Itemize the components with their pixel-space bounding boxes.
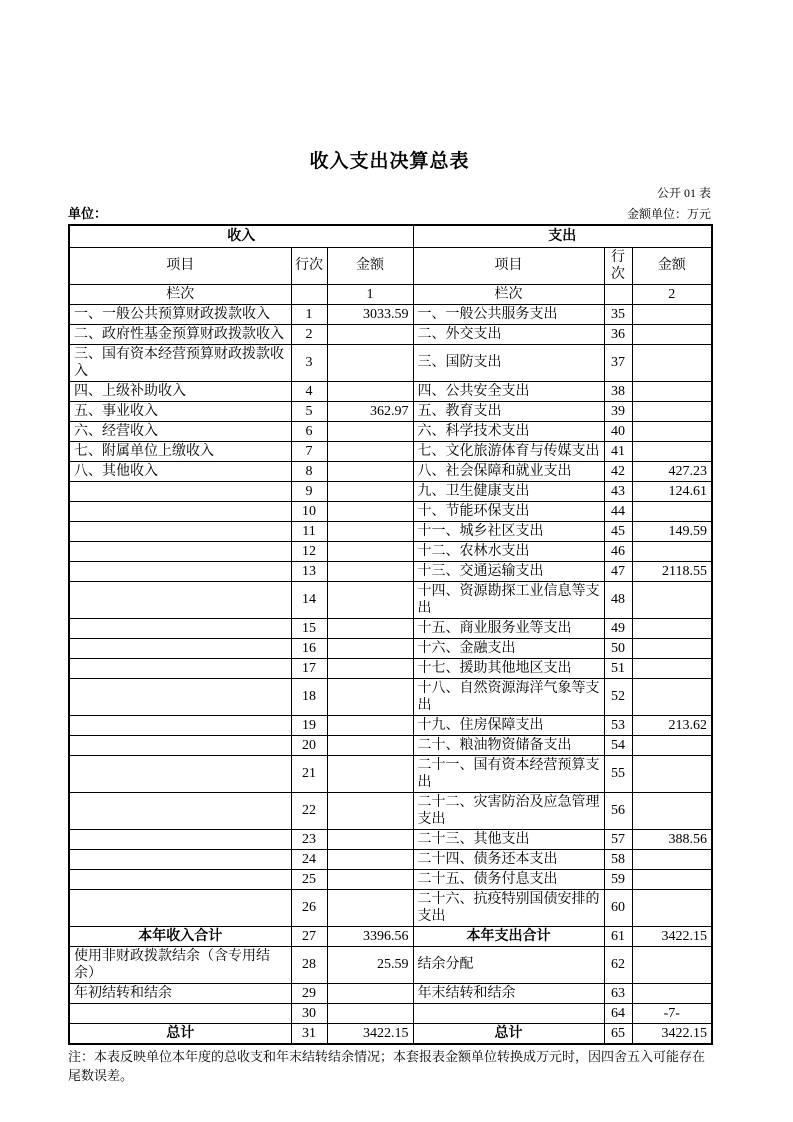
income-line-no: 28	[291, 946, 327, 983]
income-line-no: 23	[291, 829, 327, 849]
income-item: 六、经营收入	[69, 421, 291, 441]
expense-item: 五、教育支出	[413, 401, 604, 421]
expense-item: 九、卫生健康支出	[413, 481, 604, 501]
income-amount	[327, 618, 413, 638]
page-title: 收入支出决算总表	[309, 151, 470, 172]
expense-line-no: 63	[604, 983, 632, 1003]
income-line-no-header: 行次	[291, 247, 327, 284]
income-amount	[327, 521, 413, 541]
expense-item: 十、节能环保支出	[413, 501, 604, 521]
income-line-no: 11	[291, 521, 327, 541]
income-amount	[327, 829, 413, 849]
income-item: 二、政府性基金预算财政拨款收入	[69, 324, 291, 344]
expense-item: 本年支出合计	[413, 926, 604, 946]
table-row	[69, 926, 712, 946]
expense-item: 年末结转和结余	[413, 983, 604, 1003]
expense-amount	[632, 869, 712, 889]
table-row	[69, 1003, 712, 1023]
expense-line-no: 45	[604, 521, 632, 541]
income-line-no: 24	[291, 849, 327, 869]
income-amount	[327, 849, 413, 869]
table-row	[69, 735, 712, 755]
income-item	[69, 715, 291, 735]
unit-label: 单位：	[68, 206, 108, 221]
income-line-no: 27	[291, 926, 327, 946]
expense-line-no: 41	[604, 441, 632, 461]
expense-line-no: 59	[604, 869, 632, 889]
expense-line-no: 54	[604, 735, 632, 755]
income-amount	[327, 561, 413, 581]
expense-item: 十三、交通运输支出	[413, 561, 604, 581]
expense-amount	[632, 946, 712, 983]
income-item	[69, 755, 291, 792]
expense-item: 二十六、抗疫特别国债安排的支出	[413, 889, 604, 926]
table-row	[69, 829, 712, 849]
table-row	[69, 658, 712, 678]
blank-cell	[291, 284, 327, 304]
income-amount	[327, 869, 413, 889]
income-item: 年初结转和结余	[69, 983, 291, 1003]
income-amount	[327, 792, 413, 829]
table-row	[69, 869, 712, 889]
income-amount	[327, 735, 413, 755]
income-amount	[327, 381, 413, 401]
table-row	[69, 755, 712, 792]
income-item	[69, 889, 291, 926]
income-line-no: 8	[291, 461, 327, 481]
table-row	[69, 401, 712, 421]
expense-amount	[632, 735, 712, 755]
expense-amount	[632, 792, 712, 829]
expense-amount: 2118.55	[632, 561, 712, 581]
expense-amount: 3422.15	[632, 1023, 712, 1044]
income-line-no: 29	[291, 983, 327, 1003]
income-line-no: 4	[291, 381, 327, 401]
income-line-no: 25	[291, 869, 327, 889]
income-item	[69, 581, 291, 618]
expense-amount-header: 金额	[632, 247, 712, 284]
expense-amount	[632, 304, 712, 324]
income-line-no: 9	[291, 481, 327, 501]
expense-amount	[632, 849, 712, 869]
income-amount	[327, 541, 413, 561]
income-section-header: 收入	[69, 225, 413, 247]
income-item	[69, 1003, 291, 1023]
expense-line-no: 36	[604, 324, 632, 344]
table-row	[69, 792, 712, 829]
table-row	[69, 541, 712, 561]
income-amount	[327, 638, 413, 658]
expense-line-no: 65	[604, 1023, 632, 1044]
income-line-no: 15	[291, 618, 327, 638]
expense-line-no: 35	[604, 304, 632, 324]
income-line-no: 6	[291, 421, 327, 441]
expense-item: 十一、城乡社区支出	[413, 521, 604, 541]
expense-item: 四、公共安全支出	[413, 381, 604, 401]
income-item: 一、一般公共预算财政拨款收入	[69, 304, 291, 324]
expense-item: 总计	[413, 1023, 604, 1044]
expense-amount	[632, 344, 712, 381]
income-item	[69, 541, 291, 561]
expense-amount	[632, 381, 712, 401]
income-amount: 362.97	[327, 401, 413, 421]
income-column-label: 栏次	[69, 284, 291, 304]
expense-line-no: 39	[604, 401, 632, 421]
expense-line-no: 57	[604, 829, 632, 849]
table-row	[69, 461, 712, 481]
income-item	[69, 869, 291, 889]
table-row	[69, 421, 712, 441]
expense-column-label: 栏次	[413, 284, 604, 304]
income-amount	[327, 678, 413, 715]
income-amount: 3396.56	[327, 926, 413, 946]
summary-table	[68, 224, 713, 1045]
expense-amount: 388.56	[632, 829, 712, 849]
income-item-header: 项目	[69, 247, 291, 284]
table-row	[69, 946, 712, 983]
income-item: 四、上级补助收入	[69, 381, 291, 401]
expense-line-no: 43	[604, 481, 632, 501]
income-item	[69, 735, 291, 755]
expense-item: 十二、农林水支出	[413, 541, 604, 561]
amount-unit-label: 金额单位：万元	[626, 207, 711, 221]
income-item: 七、附属单位上缴收入	[69, 441, 291, 461]
income-item	[69, 658, 291, 678]
expense-amount: 149.59	[632, 521, 712, 541]
income-line-no: 13	[291, 561, 327, 581]
table-row	[69, 618, 712, 638]
expense-amount	[632, 581, 712, 618]
expense-line-no: 42	[604, 461, 632, 481]
table-row	[69, 381, 712, 401]
table-row	[69, 678, 712, 715]
expense-amount	[632, 421, 712, 441]
income-item: 八、其他收入	[69, 461, 291, 481]
income-item: 三、国有资本经营预算财政拨款收入	[69, 344, 291, 381]
expense-line-no: 40	[604, 421, 632, 441]
income-amount	[327, 889, 413, 926]
income-line-no: 26	[291, 889, 327, 926]
table-row	[69, 441, 712, 461]
expense-amount	[632, 401, 712, 421]
expense-line-no: 58	[604, 849, 632, 869]
income-item	[69, 521, 291, 541]
expense-amount	[632, 441, 712, 461]
table-body	[69, 304, 712, 1044]
expense-amount	[632, 755, 712, 792]
income-item	[69, 638, 291, 658]
income-line-no: 7	[291, 441, 327, 461]
column-header-row	[69, 247, 712, 284]
income-line-no: 21	[291, 755, 327, 792]
income-item	[69, 849, 291, 869]
expense-item: 二十一、国有资本经营预算支出	[413, 755, 604, 792]
income-amount	[327, 324, 413, 344]
income-item	[69, 792, 291, 829]
income-item: 总计	[69, 1023, 291, 1044]
expense-item: 十七、援助其他地区支出	[413, 658, 604, 678]
expense-item-header: 项目	[413, 247, 604, 284]
income-line-no: 18	[291, 678, 327, 715]
expense-item: 二十、粮油物资储备支出	[413, 735, 604, 755]
expense-amount: 427.23	[632, 461, 712, 481]
expense-line-no: 44	[604, 501, 632, 521]
table-row	[69, 715, 712, 735]
expense-item: 二十二、灾害防治及应急管理支出	[413, 792, 604, 829]
expense-line-no: 50	[604, 638, 632, 658]
income-amount	[327, 658, 413, 678]
expense-item: 十九、住房保障支出	[413, 715, 604, 735]
income-item: 五、事业收入	[69, 401, 291, 421]
income-item	[69, 501, 291, 521]
meta-row	[68, 203, 711, 222]
expense-item: 八、社会保障和就业支出	[413, 461, 604, 481]
expense-amount	[632, 638, 712, 658]
table-row	[69, 889, 712, 926]
expense-item: 一、一般公共服务支出	[413, 304, 604, 324]
section-header-row	[69, 225, 712, 247]
table-row	[69, 344, 712, 381]
income-amount	[327, 441, 413, 461]
income-line-no: 16	[291, 638, 327, 658]
expense-item: 七、文化旅游体育与传媒支出	[413, 441, 604, 461]
expense-item	[413, 1003, 604, 1023]
income-amount	[327, 715, 413, 735]
expense-amount	[632, 983, 712, 1003]
income-line-no: 20	[291, 735, 327, 755]
income-amount	[327, 1003, 413, 1023]
expense-amount: 124.61	[632, 481, 712, 501]
expense-item: 二十三、其他支出	[413, 829, 604, 849]
income-amount	[327, 461, 413, 481]
expense-item: 十四、资源勘探工业信息等支出	[413, 581, 604, 618]
income-line-no: 31	[291, 1023, 327, 1044]
income-item	[69, 618, 291, 638]
expense-item: 二、外交支出	[413, 324, 604, 344]
expense-line-no: 51	[604, 658, 632, 678]
expense-item: 二十四、债务还本支出	[413, 849, 604, 869]
expense-item: 十五、商业服务业等支出	[413, 618, 604, 638]
expense-amount: 213.62	[632, 715, 712, 735]
income-item	[69, 829, 291, 849]
income-line-no: 22	[291, 792, 327, 829]
table-row	[69, 1023, 712, 1044]
income-item	[69, 561, 291, 581]
expense-line-no: 52	[604, 678, 632, 715]
expense-line-no: 64	[604, 1003, 632, 1023]
income-amount	[327, 983, 413, 1003]
income-line-no: 14	[291, 581, 327, 618]
expense-line-no: 46	[604, 541, 632, 561]
expense-line-no: 60	[604, 889, 632, 926]
table-row	[69, 849, 712, 869]
income-amount	[327, 501, 413, 521]
expense-line-no: 37	[604, 344, 632, 381]
income-line-no: 5	[291, 401, 327, 421]
income-line-no: 10	[291, 501, 327, 521]
income-item	[69, 678, 291, 715]
expense-line-no: 61	[604, 926, 632, 946]
expense-item: 结余分配	[413, 946, 604, 983]
table-row	[69, 983, 712, 1003]
expense-item: 十八、自然资源海洋气象等支出	[413, 678, 604, 715]
expense-amount	[632, 618, 712, 638]
expense-line-no-header: 行次	[604, 247, 632, 284]
expense-line-no: 49	[604, 618, 632, 638]
expense-amount	[632, 324, 712, 344]
income-amount: 25.59	[327, 946, 413, 983]
income-amount-header: 金额	[327, 247, 413, 284]
table-row	[69, 521, 712, 541]
income-line-no: 1	[291, 304, 327, 324]
footnote: 注：本表反映单位本年度的总收支和年末结转结余情况；本套报表金额单位转换成万元时，因四舍五入可能存在尾数误差。	[68, 1048, 706, 1083]
table-row	[69, 501, 712, 521]
income-line-no: 30	[291, 1003, 327, 1023]
expense-item: 十六、金融支出	[413, 638, 604, 658]
expense-amount: 3422.15	[632, 926, 712, 946]
table-row	[69, 304, 712, 324]
income-item: 本年收入合计	[69, 926, 291, 946]
page-number: -7-	[632, 1003, 712, 1023]
income-line-no: 17	[291, 658, 327, 678]
expense-line-no: 47	[604, 561, 632, 581]
income-line-no: 2	[291, 324, 327, 344]
blank-cell	[604, 284, 632, 304]
expense-line-no: 62	[604, 946, 632, 983]
income-amount: 3422.15	[327, 1023, 413, 1044]
income-item	[69, 481, 291, 501]
income-column-no: 1	[327, 284, 413, 304]
doc-label: 公开 01 表	[656, 186, 711, 200]
income-line-no: 3	[291, 344, 327, 381]
expense-item: 六、科学技术支出	[413, 421, 604, 441]
table-row	[69, 481, 712, 501]
table-row	[69, 561, 712, 581]
income-line-no: 19	[291, 715, 327, 735]
expense-section-header: 支出	[413, 225, 712, 247]
table-row	[69, 581, 712, 618]
expense-amount	[632, 889, 712, 926]
income-amount	[327, 755, 413, 792]
expense-line-no: 56	[604, 792, 632, 829]
income-amount: 3033.59	[327, 304, 413, 324]
income-amount	[327, 421, 413, 441]
income-amount	[327, 581, 413, 618]
expense-item: 三、国防支出	[413, 344, 604, 381]
expense-line-no: 38	[604, 381, 632, 401]
expense-amount	[632, 678, 712, 715]
expense-column-no: 2	[632, 284, 712, 304]
expense-line-no: 53	[604, 715, 632, 735]
table-row	[69, 324, 712, 344]
income-amount	[327, 481, 413, 501]
income-line-no: 12	[291, 541, 327, 561]
expense-amount	[632, 541, 712, 561]
expense-line-no: 48	[604, 581, 632, 618]
expense-amount	[632, 501, 712, 521]
expense-amount	[632, 658, 712, 678]
table-head	[69, 225, 712, 304]
income-item: 使用非财政拨款结余（含专用结余）	[69, 946, 291, 983]
income-amount	[327, 344, 413, 381]
expense-item: 二十五、债务付息支出	[413, 869, 604, 889]
expense-line-no: 55	[604, 755, 632, 792]
table-row	[69, 638, 712, 658]
column-number-row	[69, 284, 712, 304]
